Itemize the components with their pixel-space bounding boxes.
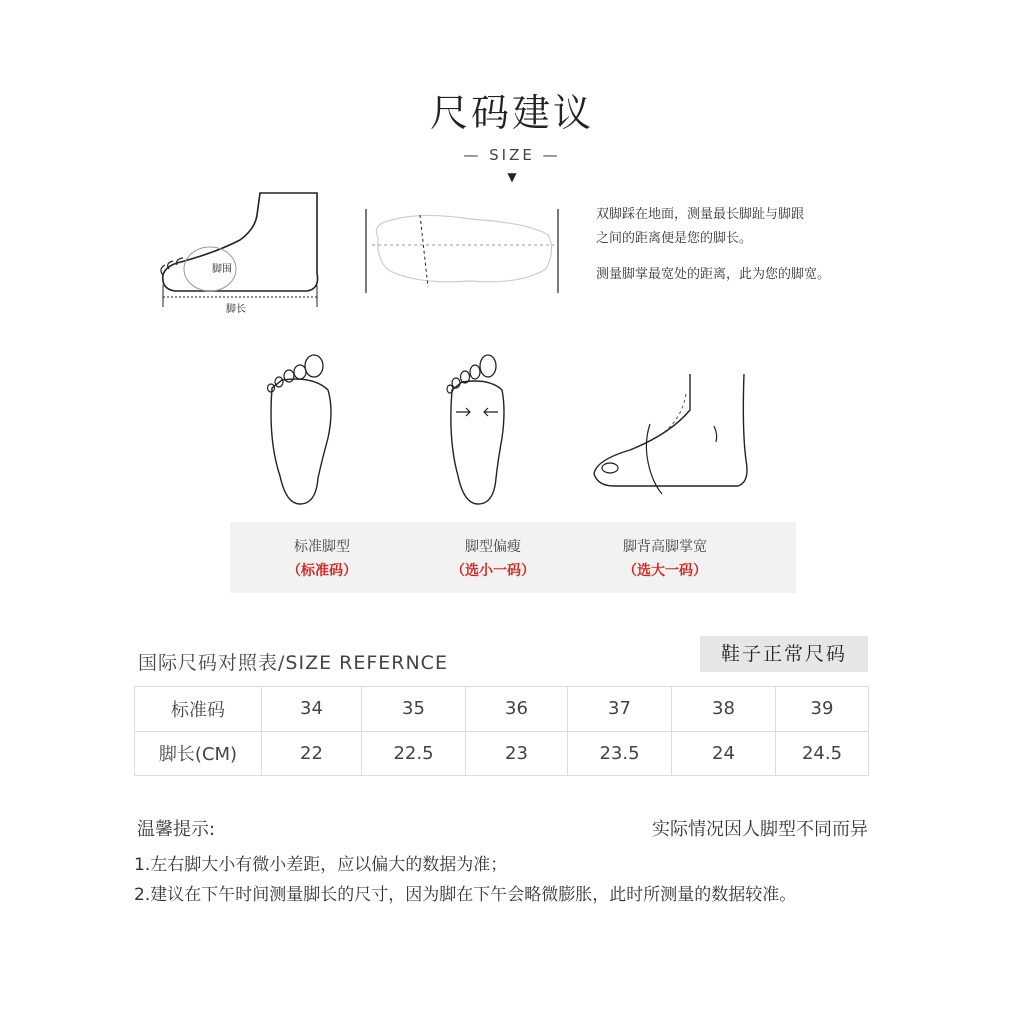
foot-sole-measure-illustration [360, 205, 565, 295]
table-cell: 39 [776, 687, 869, 732]
table-cell: 23 [466, 731, 568, 776]
foot-type-advice: （选小一码） [451, 563, 535, 579]
size-reference-title: 国际尺码对照表/SIZE REFERNCE [138, 652, 448, 674]
table-cell: 24.5 [776, 731, 869, 776]
foot-type-label: 脚背高脚掌宽 [623, 539, 707, 555]
instruction-line-3: 测量脚掌最宽处的距离，此为您的脚宽。 [596, 267, 831, 282]
measure-instructions [596, 203, 830, 287]
foot-type-label: 标准脚型 [294, 539, 350, 555]
table-cell: 22.5 [362, 731, 466, 776]
tip-item: 2.建议在下午时间测量脚长的尺寸，因为脚在下午会略微膨胀，此时所测量的数据较准。 [134, 885, 797, 905]
instruction-line-1: 双脚踩在地面，测量最长脚趾与脚跟 [596, 207, 805, 222]
table-cell: 23.5 [568, 731, 672, 776]
down-arrow-icon: ▼ [507, 170, 517, 184]
standard-foot-icon [262, 350, 338, 510]
high-arch-foot-icon [590, 370, 755, 495]
table-cell: 22 [262, 731, 362, 776]
foot-length-label: 脚长 [226, 304, 246, 315]
table-cell: 37 [568, 687, 672, 732]
table-cell: 38 [672, 687, 776, 732]
foot-type-advice: （标准码） [287, 563, 357, 579]
tip-item: 1.左右脚大小有微小差距，应以偏大的数据为准； [134, 855, 508, 875]
size-subtitle: — SIZE — [463, 146, 561, 164]
foot-side-illustration [155, 185, 325, 315]
foot-type-panel [230, 522, 796, 593]
tips-note: 实际情况因人脚型不同而异 [652, 819, 868, 840]
size-table [134, 686, 869, 776]
table-cell: 36 [466, 687, 568, 732]
table-row [135, 731, 869, 776]
instruction-line-2: 之间的距离便是您的脚长。 [596, 231, 753, 246]
foot-type-label: 脚型偏瘦 [465, 539, 521, 555]
table-cell: 34 [262, 687, 362, 732]
tips-title: 温馨提示: [137, 819, 216, 840]
slim-foot-icon [440, 350, 516, 510]
table-row [135, 687, 869, 732]
page-title: 尺码建议 [429, 91, 594, 135]
normal-size-badge: 鞋子正常尺码 [700, 636, 868, 672]
foot-type-advice: （选大一码） [623, 563, 707, 579]
row-label: 标准码 [135, 687, 262, 732]
table-cell: 24 [672, 731, 776, 776]
table-cell: 35 [362, 687, 466, 732]
row-label: 脚长(CM) [135, 731, 262, 776]
foot-circumference-label: 脚围 [212, 264, 232, 275]
